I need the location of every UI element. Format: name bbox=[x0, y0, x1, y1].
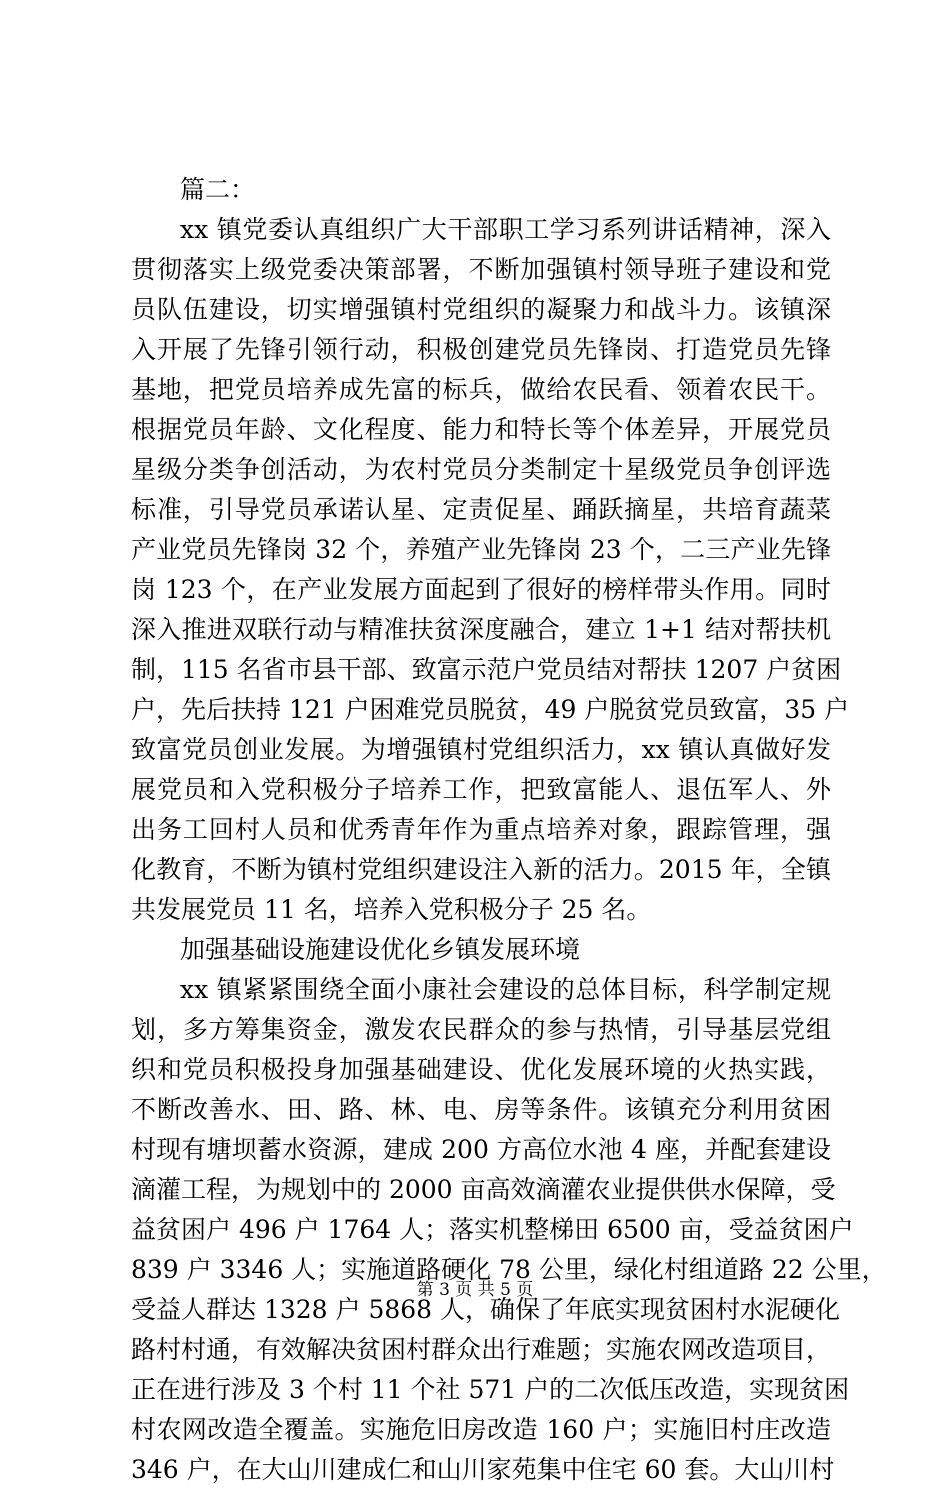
text-line: 划，多方筹集资金，激发农民群众的参与热情，引导基层党组 bbox=[131, 1015, 831, 1044]
paragraph-infrastructure bbox=[131, 970, 887, 1490]
text-line: 展党员和入党积极分子培养工作，把致富能人、退伍军人、外 bbox=[131, 775, 831, 804]
text-line: 深入推进双联行动与精准扶贫深度融合，建立 1+1 结对帮扶机 bbox=[131, 615, 831, 644]
text-line: 基地，把党员培养成先富的标兵，做给农民看、领着农民干。 bbox=[131, 375, 831, 404]
text-line: 根据党员年龄、文化程度、能力和特长等个体差异，开展党员 bbox=[131, 415, 831, 444]
text-line: 村现有塘坝蓄水资源，建成 200 方高位水池 4 座，并配套建设 bbox=[131, 1135, 831, 1164]
paragraph-party-building bbox=[131, 210, 850, 930]
text-line: 贯彻落实上级党委决策部署，不断加强镇村领导班子建设和党 bbox=[131, 255, 831, 284]
text-line: 岗 123 个，在产业发展方面起到了很好的榜样带头作用。同时 bbox=[131, 575, 831, 604]
text-line: xx 镇紧紧围绕全面小康社会建设的总体目标，科学制定规 bbox=[180, 975, 831, 1004]
text-line: 化教育，不断为镇村党组织建设注入新的活力。2015 年，全镇 bbox=[131, 855, 831, 884]
text-line: 制，115 名省市县干部、致富示范户党员结对帮扶 1207 户贫困 bbox=[131, 655, 842, 684]
text-line: 入开展了先锋引领行动，积极创建党员先锋岗、打造党员先锋 bbox=[131, 335, 831, 364]
text-line: 产业党员先锋岗 32 个，养殖产业先锋岗 23 个，二三产业先锋 bbox=[131, 535, 831, 564]
text-line: 346 户，在大山川建成仁和山川家苑集中住宅 60 套。大山川村 bbox=[131, 1455, 835, 1484]
text-line: 滴灌工程，为规划中的 2000 亩高效滴灌农业提供供水保障，受 bbox=[131, 1175, 836, 1204]
text-line: 路村村通，有效解决贫困村群众出行难题；实施农网改造项目， bbox=[131, 1335, 832, 1364]
text-line: 共发展党员 11 名，培养入党积极分子 25 名。 bbox=[131, 895, 652, 924]
text-line: 员队伍建设，切实增强镇村党组织的凝聚力和战斗力。该镇深 bbox=[131, 295, 831, 324]
text-line: 不断改善水、田、路、林、电、房等条件。该镇充分利用贫困 bbox=[131, 1095, 831, 1124]
text-line: 出务工回村人员和优秀青年作为重点培养对象，跟踪管理，强 bbox=[131, 815, 831, 844]
text-line: 村农网改造全覆盖。实施危旧房改造 160 户；实施旧村庄改造 bbox=[131, 1415, 831, 1444]
text-line: 益贫困户 496 户 1764 人；落实机整梯田 6500 亩，受益贫困户 bbox=[131, 1215, 854, 1244]
text-line: 星级分类争创活动，为农村党员分类制定十星级党员争创评选 bbox=[131, 455, 831, 484]
page-footer: 第 3 页 共 5 页 bbox=[416, 1280, 534, 1300]
text-line: 正在进行涉及 3 个村 11 个社 571 户的二次低压改造，实现贫困 bbox=[131, 1375, 850, 1404]
section-label: 篇二： bbox=[180, 175, 256, 204]
text-line: 户，先后扶持 121 户困难党员脱贫，49 户脱贫党员致富，35 户 bbox=[131, 695, 850, 724]
text-line: 受益人群达 1328 户 5868 人，确保了年底实现贫困村水泥硬化 bbox=[131, 1295, 841, 1324]
text-line: xx 镇党委认真组织广大干部职工学习系列讲话精神，深入 bbox=[180, 215, 831, 244]
text-line: 839 户 3346 人；实施道路硬化 78 公里，绿化村组道路 22 公里， bbox=[131, 1255, 887, 1284]
text-line: 织和党员积极投身加强基础建设、优化发展环境的火热实践， bbox=[131, 1055, 831, 1084]
section-heading: 加强基础设施建设优化乡镇发展环境 bbox=[180, 935, 581, 964]
text-line: 标准，引导党员承诺认星、定责促星、踊跃摘星，共培育蔬菜 bbox=[131, 495, 831, 524]
text-line: 致富党员创业发展。为增强镇村党组织活力，xx 镇认真做好发 bbox=[131, 735, 831, 764]
